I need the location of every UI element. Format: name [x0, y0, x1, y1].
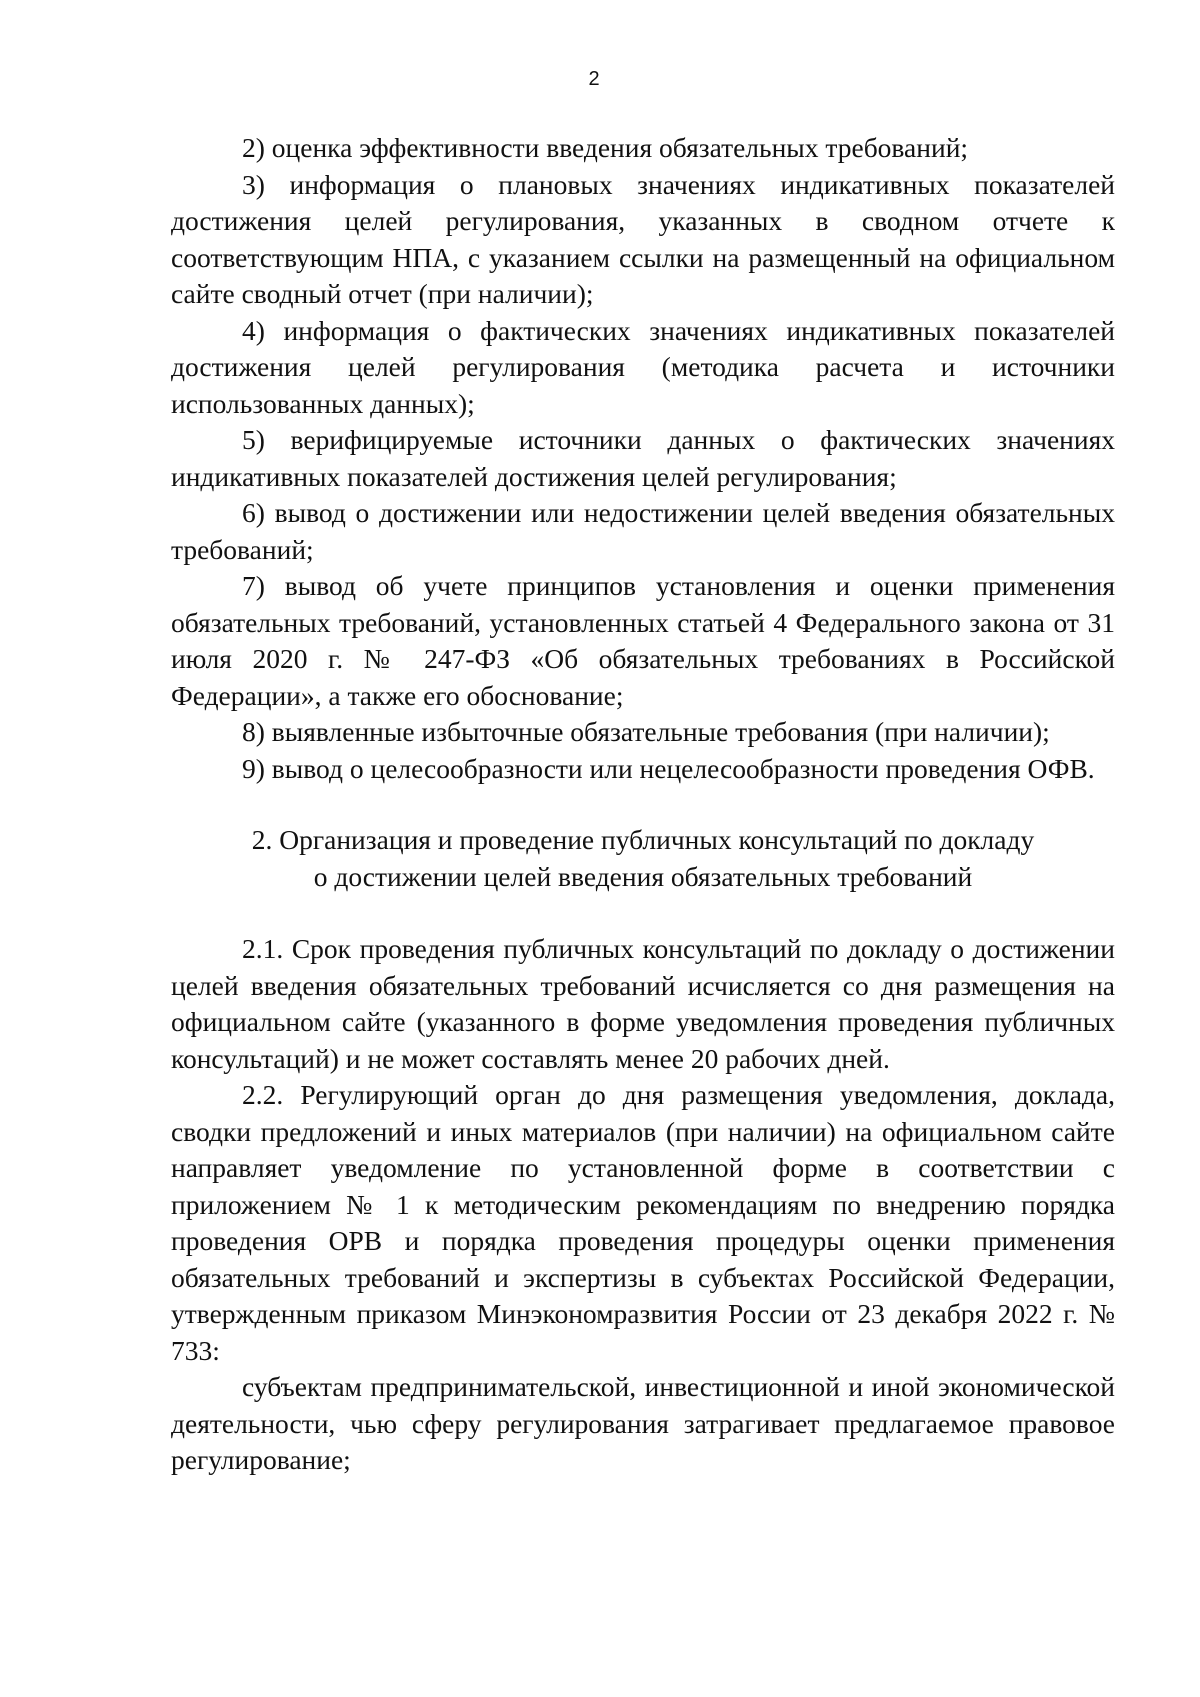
list-item: 5) верифицируемые источники данных о фактических значениях индикативных показателей достижения целей регулирования; — [171, 424, 1115, 492]
section-heading — [171, 821, 1115, 895]
list-item: 6) вывод о достижении или недостижении целей введения обязательных требований; — [171, 497, 1115, 565]
list-item: 2) оценка эффективности введения обязательных требований; — [242, 132, 969, 163]
page-number: 2 — [588, 68, 600, 90]
list-item: 7) вывод об учете принципов установления и оценки применения обязательных требований, установленных статьей 4 Федерального закона от 31 июля 2020 г. № 247-ФЗ «Об обязательных требованиях в Российской Федерации», а также его обоснование; — [171, 570, 1115, 711]
list-item: 3) информация о плановых значениях индикативных показателей достижения целей регулирования, указанных в сводном отчете к соответствующим НПА, с указанием ссылки на размещенный на официальном сайте сводный отчет (при наличии); — [171, 168, 1115, 309]
list-item: 9) вывод о целесообразности или нецелесообразности проведения ОФВ. — [242, 752, 1095, 784]
paragraph-recipients: субъектам предпринимательской, инвестиционной и иной экономической деятельности, чью сферу регулирования затрагивает предлагаемое правовое регулирование; — [171, 1371, 1115, 1475]
section-heading-line-1: 2. Организация и проведение публичных консультаций по докладу — [251, 824, 1035, 855]
document-body — [171, 130, 1115, 1479]
section-heading-line-2: о достижении целей введения обязательных требований — [313, 861, 973, 892]
paragraph-2-2: 2.2. Регулирующий орган до дня размещения уведомления, доклада, сводки предложений и иных материалов (при наличии) на официальном сайте направляет уведомление по установленной форме в соответствии с приложением № 1 к методическим рекомендациям по внедрению порядка проведения ОРВ и порядка проведения процедуры оценки применения обязательных требований и экспертизы в субъектах Российской Федерации, утвержденным приказом Минэкономразвития России от 23 декабря 2022 г. № 733: — [171, 1079, 1115, 1366]
paragraph-2-1: 2.1. Срок проведения публичных консультаций по докладу о достижении целей введения обязательных требований исчисляется со дня размещения на официальном сайте (указанного в форме уведомления проведения публичных консультаций) и не может составлять менее 20 рабочих дней. — [171, 933, 1115, 1074]
list-item: 4) информация о фактических значениях индикативных показателей достижения целей регулирования (методика расчета и источники использованных данных); — [171, 314, 1115, 419]
list-item: 8) выявленные избыточные обязательные требования (при наличии); — [242, 716, 1050, 747]
